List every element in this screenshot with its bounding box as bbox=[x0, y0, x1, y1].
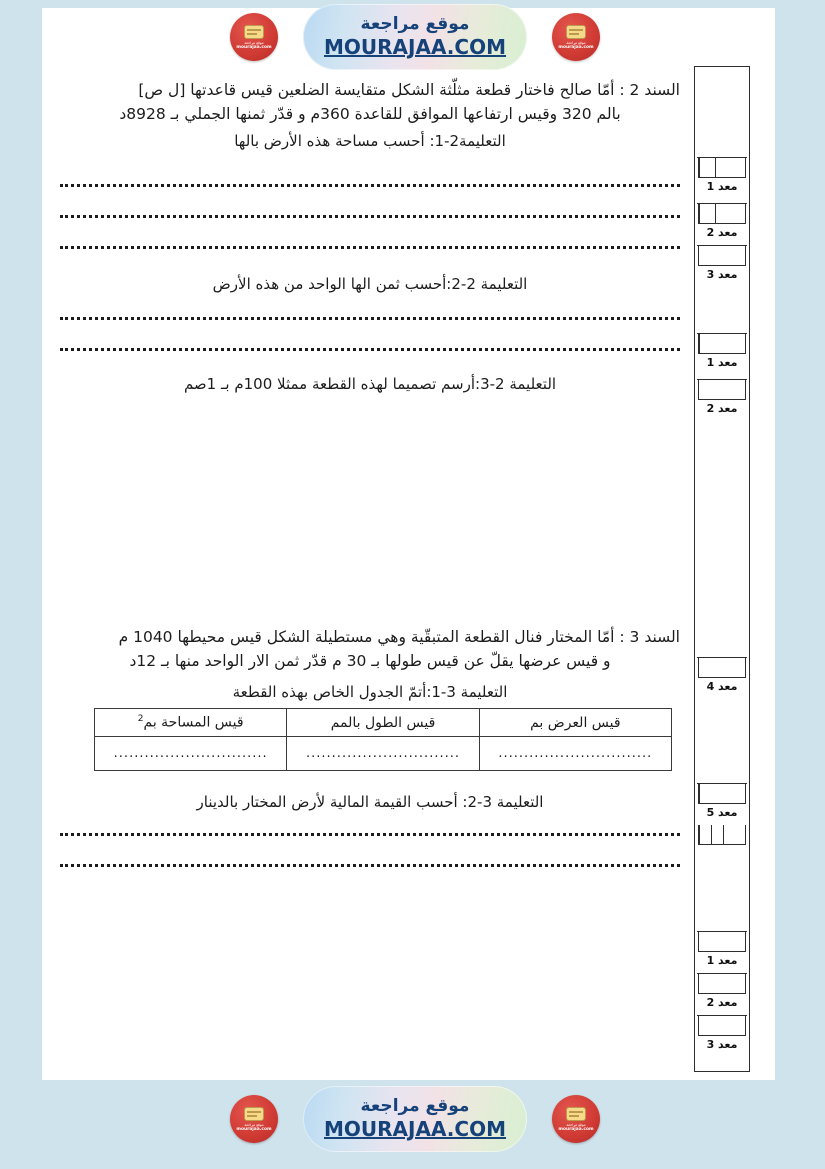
table-cell-length[interactable]: .............................. bbox=[287, 737, 479, 771]
badge-caption-line1: موقع مراجعة bbox=[566, 40, 586, 45]
worksheet-content bbox=[60, 78, 680, 867]
criterion-label: معد 5 bbox=[706, 806, 738, 819]
table-header-area bbox=[95, 709, 287, 737]
instruction-2-2: التعليمة 2-2:أحسب ثمن الها الواحد من هذه الأرض bbox=[212, 275, 528, 294]
criterion-score-boxes[interactable] bbox=[698, 380, 746, 400]
criterion-block[interactable] bbox=[697, 379, 747, 416]
score-cell[interactable] bbox=[699, 825, 711, 844]
book-icon bbox=[244, 25, 264, 39]
score-cell[interactable] bbox=[711, 825, 723, 844]
criterion-score-boxes[interactable] bbox=[698, 932, 746, 952]
instruction-3-1: التعليمة 3-1:أتمّ الجدول الخاص بهذه القطعة bbox=[232, 683, 508, 702]
criterion-score-boxes[interactable] bbox=[698, 158, 746, 178]
book-icon bbox=[566, 25, 586, 39]
watermark-arabic-text: موقع مراجعة bbox=[360, 1095, 470, 1116]
criterion-label: معد 3 bbox=[706, 268, 738, 281]
criterion-label: معد 1 bbox=[706, 180, 738, 193]
answer-line[interactable] bbox=[60, 246, 680, 249]
score-cell[interactable] bbox=[723, 825, 735, 844]
site-badge-left-bottom bbox=[230, 1095, 278, 1143]
site-badge-right-top bbox=[552, 13, 600, 61]
criterion-block[interactable] bbox=[697, 245, 747, 282]
badge-caption-line1: موقع مراجعة bbox=[244, 1122, 264, 1127]
criterion-label: معد 2 bbox=[706, 996, 738, 1009]
criterion-block[interactable] bbox=[697, 973, 747, 1010]
support-2-line-2: بالم 320 وقيس ارتفاعها الموافق للقاعدة 360م و قدّر ثمنها الجملي بـ 8928د bbox=[119, 105, 621, 124]
support-2-line-1: السند 2 : أمّا صالح فاختار قطعة مثلّثة الشكل متقايسة الضلعين قيس قاعدتها [ل ص] bbox=[138, 81, 680, 99]
score-cell[interactable] bbox=[699, 204, 715, 223]
score-cell[interactable] bbox=[730, 204, 745, 223]
table-header-length: قيس الطول بالمم bbox=[287, 709, 479, 737]
criterion-label: معد 2 bbox=[706, 402, 738, 415]
score-cell[interactable] bbox=[730, 158, 745, 177]
criterion-label: معد 1 bbox=[706, 356, 738, 369]
watermark-arabic-text: موقع مراجعة bbox=[360, 13, 470, 34]
criterion-block[interactable] bbox=[697, 333, 747, 370]
criterion-label: معد 1 bbox=[706, 954, 738, 967]
criterion-tick-strip[interactable] bbox=[697, 825, 747, 845]
book-icon bbox=[244, 1107, 264, 1121]
score-cell[interactable] bbox=[699, 658, 745, 677]
criterion-label: معد 4 bbox=[706, 680, 738, 693]
watermark-pill-top bbox=[303, 4, 527, 70]
badge-caption-line1: موقع مراجعة bbox=[566, 1122, 586, 1127]
criterion-score-boxes[interactable] bbox=[698, 246, 746, 266]
score-cell[interactable] bbox=[723, 784, 746, 803]
score-cell[interactable] bbox=[734, 825, 745, 844]
answer-line[interactable] bbox=[60, 864, 680, 867]
criterion-block[interactable] bbox=[697, 157, 747, 194]
criterion-label: معد 3 bbox=[706, 1038, 738, 1051]
watermark-banner-top bbox=[230, 4, 600, 70]
support-3-line-1: السند 3 : أمّا المختار فنال القطعة المتبقّية وهي مستطيلة الشكل قيس محيطها 1040 م bbox=[118, 628, 680, 647]
watermark-banner-bottom bbox=[230, 1086, 600, 1152]
criterion-score-boxes[interactable] bbox=[698, 825, 746, 845]
site-badge-right-bottom bbox=[552, 1095, 600, 1143]
grading-margin bbox=[694, 66, 750, 1072]
table-header-row bbox=[95, 709, 672, 737]
badge-caption-line2: mourajaa.com bbox=[236, 1126, 272, 1132]
score-cell[interactable] bbox=[699, 380, 745, 399]
criterion-block[interactable] bbox=[697, 783, 747, 820]
score-cell[interactable] bbox=[699, 246, 745, 265]
score-cell[interactable] bbox=[699, 784, 723, 803]
score-cell[interactable] bbox=[699, 932, 745, 951]
table-header-area-exponent: 2 bbox=[137, 714, 144, 725]
badge-caption-line2: mourajaa.com bbox=[558, 44, 594, 50]
watermark-domain-text: MOURAJAA.COM bbox=[324, 35, 506, 60]
table-cell-width[interactable]: .............................. bbox=[479, 737, 671, 771]
score-cell[interactable] bbox=[715, 204, 731, 223]
drawing-area[interactable] bbox=[60, 393, 680, 625]
support-3-line-2: و قيس عرضها يقلّ عن قيس طولها بـ 30 م قدّر ثمن الار الواحد منها بـ 12د bbox=[129, 652, 611, 671]
criterion-label: معد 2 bbox=[706, 226, 738, 239]
criterion-block[interactable] bbox=[697, 931, 747, 968]
criterion-block[interactable] bbox=[697, 203, 747, 240]
table-header-area-label: قيس المساحة بم bbox=[143, 714, 244, 731]
criterion-score-boxes[interactable] bbox=[698, 334, 746, 354]
score-cell[interactable] bbox=[715, 158, 731, 177]
measurements-table bbox=[94, 708, 672, 771]
criterion-score-boxes[interactable] bbox=[698, 974, 746, 994]
badge-caption-line2: mourajaa.com bbox=[236, 44, 272, 50]
score-cell[interactable] bbox=[699, 1016, 745, 1035]
watermark-pill-bottom bbox=[303, 1086, 527, 1152]
criterion-score-boxes[interactable] bbox=[698, 658, 746, 678]
badge-caption-line1: موقع مراجعة bbox=[244, 40, 264, 45]
book-icon bbox=[566, 1107, 586, 1121]
site-badge-left-top bbox=[230, 13, 278, 61]
answer-line[interactable] bbox=[60, 348, 680, 351]
table-row bbox=[95, 737, 672, 771]
criterion-block[interactable] bbox=[697, 1015, 747, 1052]
watermark-domain-text: MOURAJAA.COM bbox=[324, 1117, 506, 1142]
score-cell[interactable] bbox=[699, 158, 715, 177]
instruction-2-1: التعليمة2-1: أحسب مساحة هذه الأرض بالها bbox=[234, 132, 506, 151]
score-cell[interactable] bbox=[699, 974, 745, 993]
criterion-score-boxes[interactable] bbox=[698, 204, 746, 224]
table-cell-area[interactable]: .............................. bbox=[95, 737, 287, 771]
table-header-width: قيس العرض بم bbox=[479, 709, 671, 737]
score-cell[interactable] bbox=[699, 334, 723, 353]
criterion-block[interactable] bbox=[697, 657, 747, 694]
badge-caption-line2: mourajaa.com bbox=[558, 1126, 594, 1132]
instruction-3-2: التعليمة 3-2: أحسب القيمة المالية لأرض المختار بالدينار bbox=[196, 793, 544, 812]
instruction-2-3: التعليمة 2-3:أرسم تصميما لهذه القطعة ممثلا 100م بـ 1صم bbox=[183, 375, 557, 394]
criterion-score-boxes[interactable] bbox=[698, 784, 746, 804]
criterion-score-boxes[interactable] bbox=[698, 1016, 746, 1036]
score-cell[interactable] bbox=[723, 334, 746, 353]
